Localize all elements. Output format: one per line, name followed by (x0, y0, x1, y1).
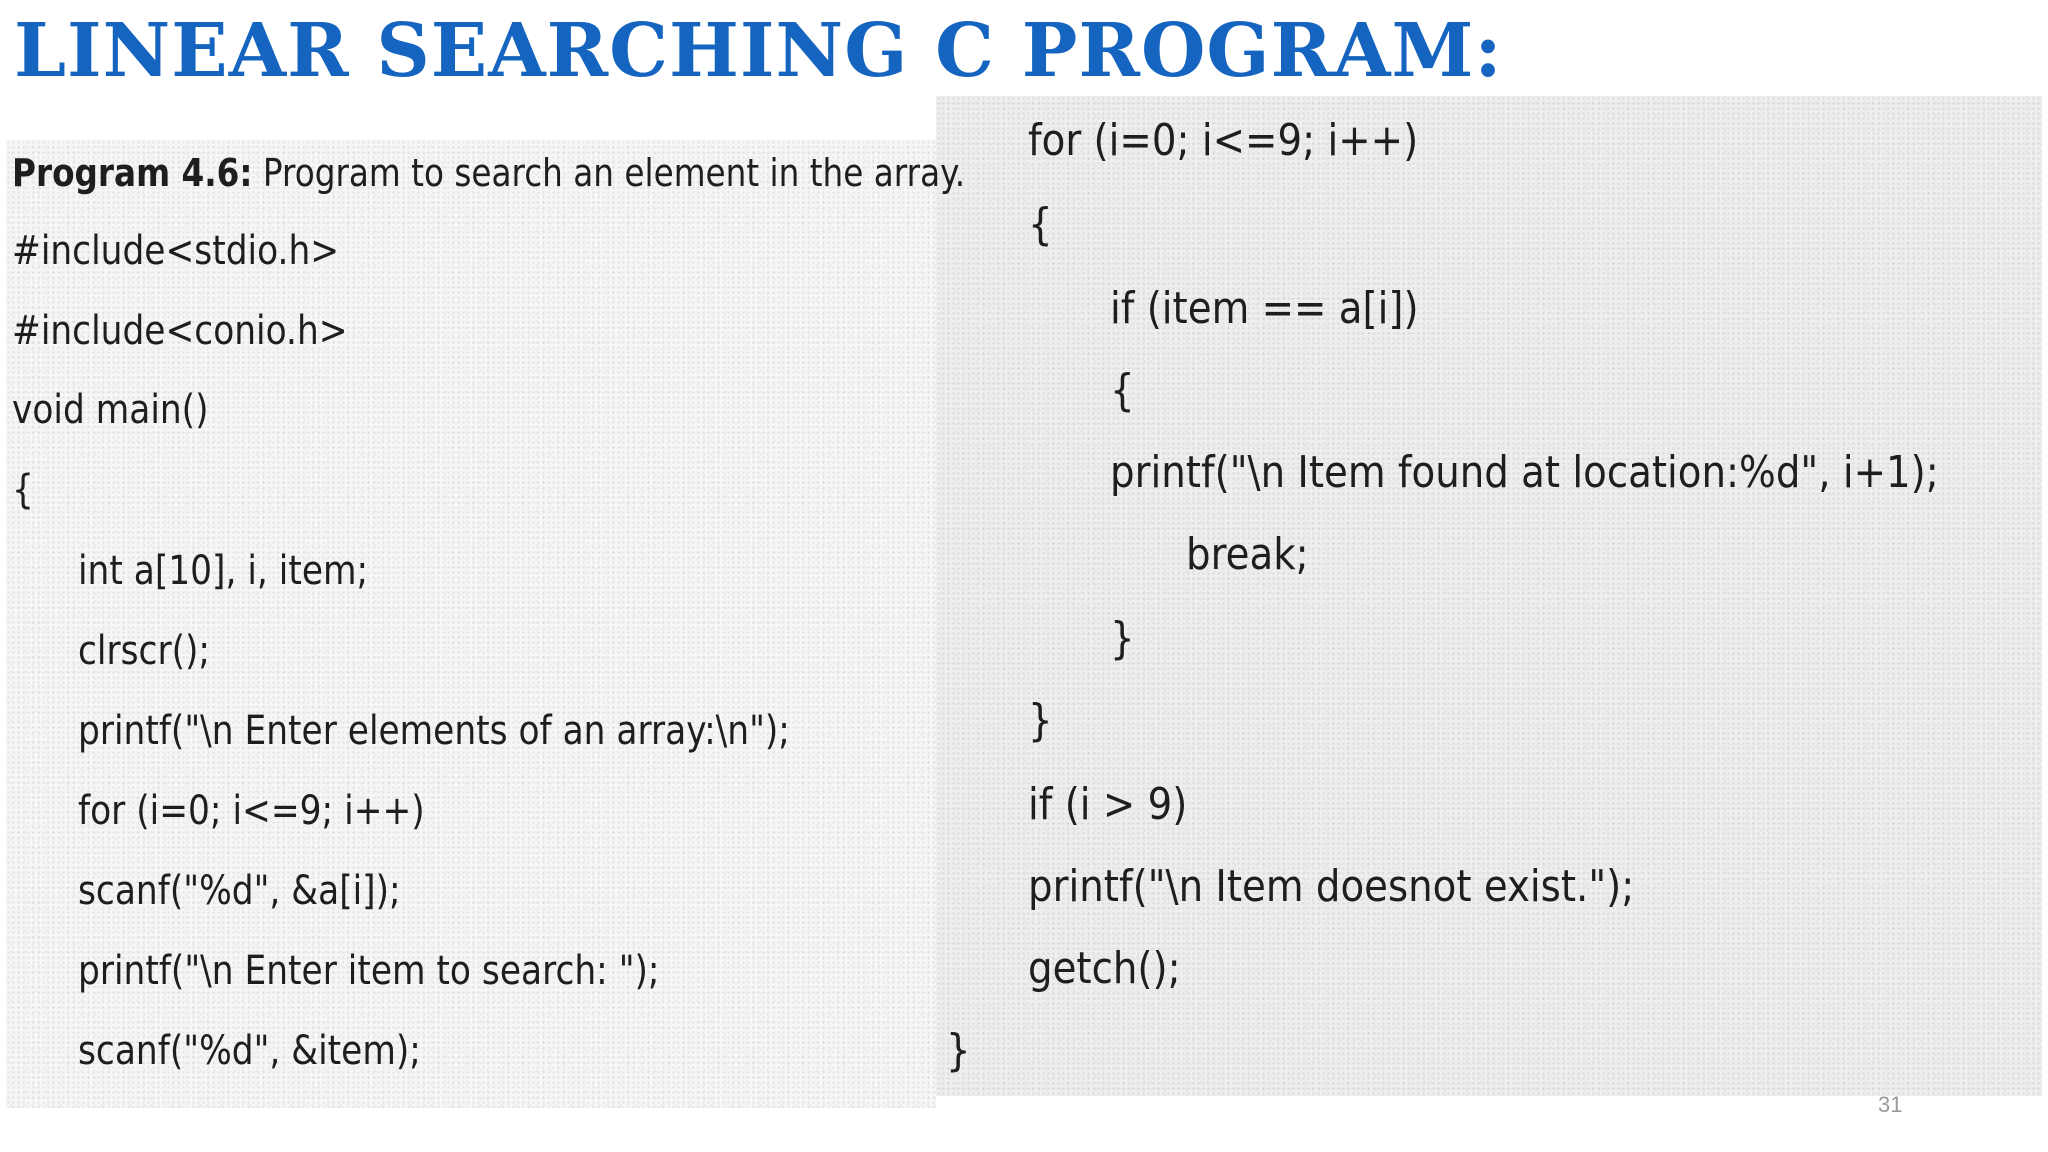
code-line: scanf("%d", &item); (78, 1028, 421, 1074)
code-line: printf("\n Item found at location:%d", i+1); (1110, 447, 1939, 498)
program-heading (12, 148, 965, 198)
code-line: if (item == a[i]) (1110, 283, 1419, 334)
code-line: { (12, 467, 34, 513)
page-number: 31 (1878, 1092, 1903, 1117)
code-line: for (i=0; i<=9; i++) (1028, 115, 1419, 166)
code-line: } (946, 1025, 971, 1076)
code-line: { (1110, 365, 1135, 416)
code-line: printf("\n Item doesnot exist."); (1028, 861, 1635, 912)
program-caption: Program to search an element in the array. (252, 151, 966, 195)
code-line: printf("\n Enter item to search: "); (78, 948, 660, 994)
code-line: for (i=0; i<=9; i++) (78, 788, 425, 834)
code-line: break; (1186, 529, 1309, 580)
code-line: int a[10], i, item; (78, 548, 369, 594)
code-line: void main() (12, 387, 209, 433)
code-line: } (1110, 613, 1135, 664)
code-line: { (1028, 199, 1053, 250)
code-line: #include<conio.h> (12, 308, 348, 354)
code-line: clrscr(); (78, 628, 211, 674)
code-line: if (i > 9) (1028, 779, 1188, 830)
code-line: printf("\n Enter elements of an array:\n"); (78, 708, 790, 754)
program-label: Program 4.6: (12, 151, 253, 195)
code-line: #include<stdio.h> (12, 228, 340, 274)
code-line: scanf("%d", &a[i]); (78, 868, 401, 914)
slide-title: LINEAR SEARCHING C PROGRAM: (14, 8, 1503, 94)
code-line: getch(); (1028, 943, 1181, 994)
code-line: } (1028, 695, 1053, 746)
